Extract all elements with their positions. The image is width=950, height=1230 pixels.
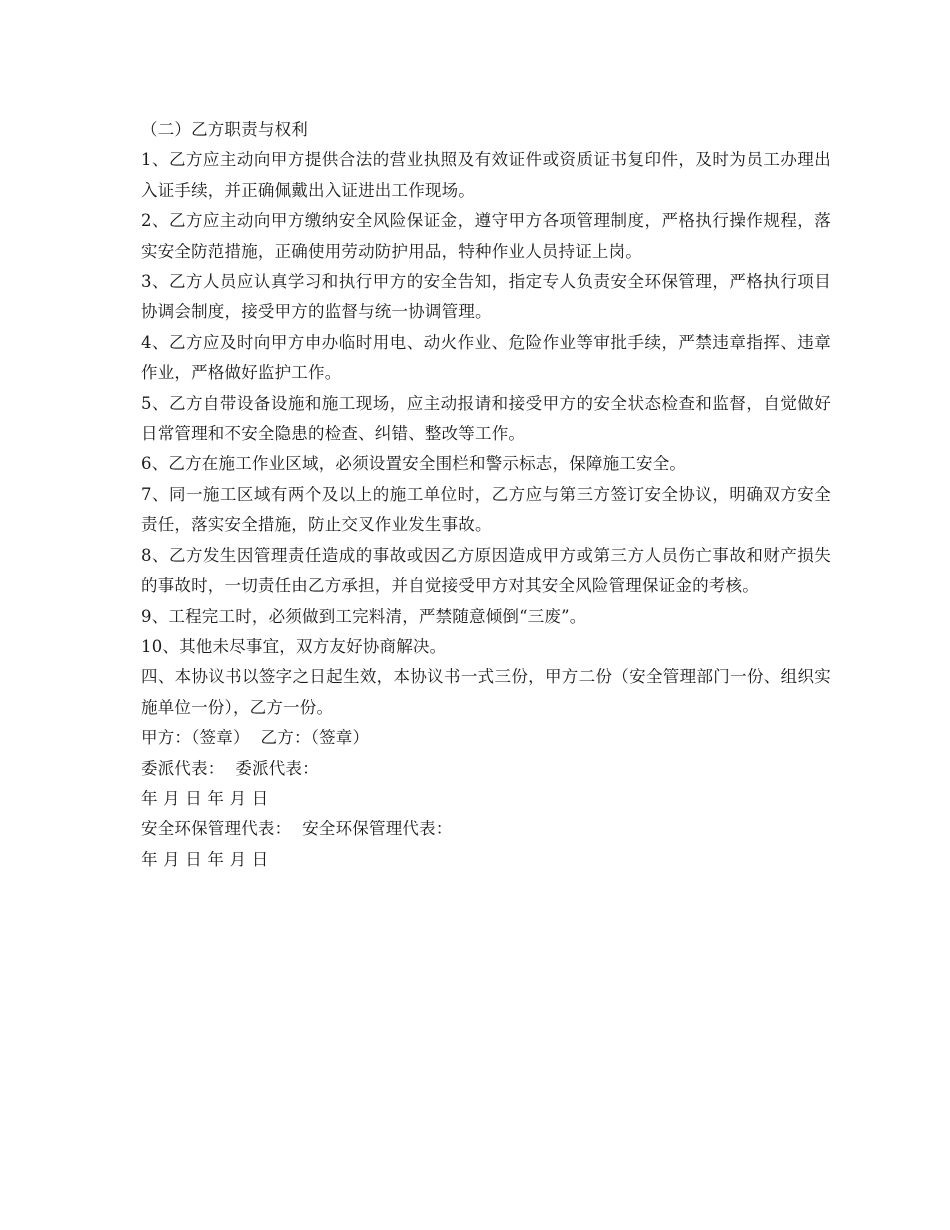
clause-6: 6、乙方在施工作业区域，必须设置安全围栏和警示标志，保障施工安全。 — [141, 454, 687, 474]
document-body — [141, 115, 831, 875]
clause-5: 5、乙方自带设备设施和施工现场，应主动报请和接受甲方的安全状态检查和监督，自觉做好日常管理和不安全隐患的检查、纠错、整改等工作。 — [141, 393, 831, 444]
clause-8: 8、乙方发生因管理责任造成的事故或因乙方原因造成甲方或第三方人员伤亡事故和财产损失的事故时，一切责任由乙方承担，并自觉接受甲方对其安全风险管理保证金的考核。 — [141, 545, 831, 596]
clause-9: 9、工程完工时，必须做到工完料清，严禁随意倾倒“三废”。 — [141, 606, 587, 626]
effective-clause: 四、本协议书以签字之日起生效，本协议书一式三份，甲方二份（安全管理部门一份、组织实施单位一份），乙方一份。 — [141, 667, 831, 717]
clause-10: 10、其他未尽事宜，双方友好协商解决。 — [141, 636, 447, 656]
date-line-1: 年 月 日 年 月 日 — [141, 788, 269, 808]
date-line-2: 年 月 日 年 月 日 — [141, 849, 269, 869]
delegate-line: 委派代表： 委派代表： — [141, 758, 319, 778]
clause-4: 4、乙方应及时向甲方申办临时用电、动火作业、危险作业等审批手续，严禁违章指挥、违章作业，严格做好监护工作。 — [141, 332, 831, 383]
clause-3: 3、乙方人员应认真学习和执行甲方的安全告知，指定专人负责安全环保管理，严格执行项目协调会制度，接受甲方的监督与统一协调管理。 — [141, 272, 831, 322]
parties-signature-line: 甲方：（签章） 乙方：（签章） — [141, 728, 370, 748]
section-heading: （二）乙方职责与权利 — [141, 120, 308, 139]
clause-2: 2、乙方应主动向甲方缴纳安全风险保证金，遵守甲方各项管理制度，严格执行操作规程，落实安全防范措施，正确使用劳动防护用品，特种作业人员持证上岗。 — [141, 211, 831, 261]
clause-1: 1、乙方应主动向甲方提供合法的营业执照及有效证件或资质证书复印件，及时为员工办理出入证手续，并正确佩戴出入证进出工作现场。 — [141, 150, 831, 200]
safety-rep-line: 安全环保管理代表： 安全环保管理代表： — [141, 819, 453, 839]
clause-7: 7、同一施工区域有两个及以上的施工单位时，乙方应与第三方签订安全协议，明确双方安全责任，落实安全措施，防止交叉作业发生事故。 — [141, 484, 831, 535]
